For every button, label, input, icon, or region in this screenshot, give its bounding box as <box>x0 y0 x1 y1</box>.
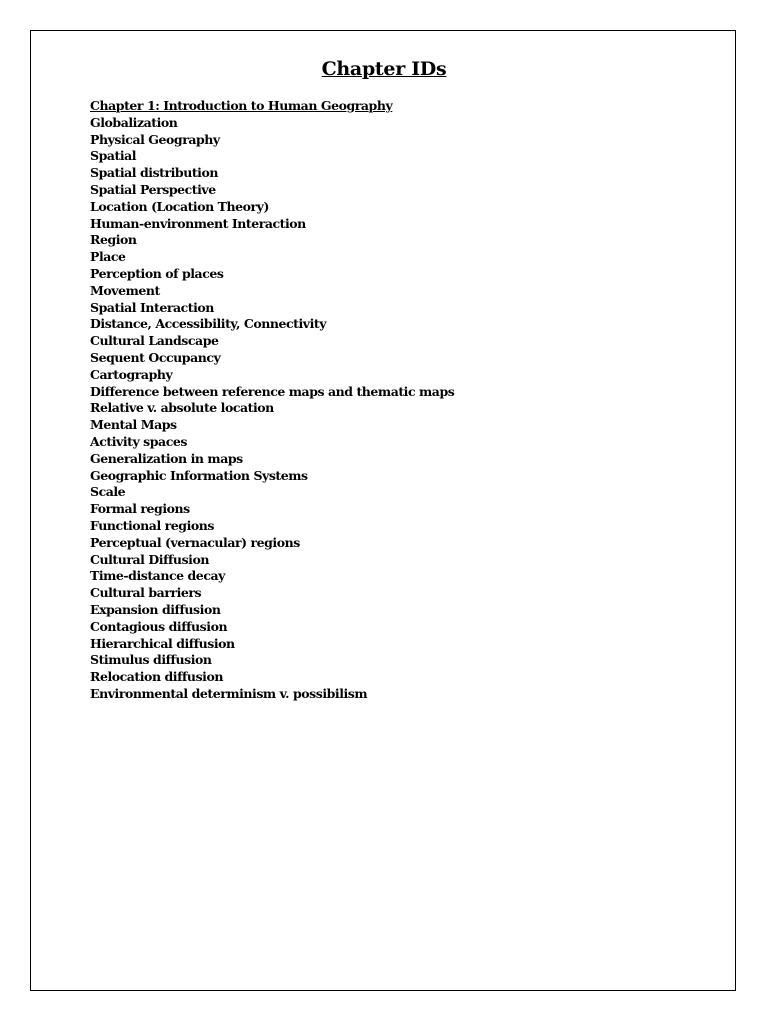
document-body <box>90 98 710 703</box>
term-item: Difference between reference maps and thematic maps <box>90 383 455 399</box>
term-item: Globalization <box>90 114 178 130</box>
term-item: Cartography <box>90 366 173 382</box>
term-item: Spatial Interaction <box>90 299 214 315</box>
term-item: Relocation diffusion <box>90 669 223 685</box>
term-item: Cultural barriers <box>90 585 202 601</box>
term-item: Relative v. absolute location <box>90 400 274 416</box>
term-item: Generalization in maps <box>90 450 243 466</box>
term-item: Location (Location Theory) <box>90 198 269 214</box>
term-item: Sequent Occupancy <box>90 349 221 365</box>
term-item: Hierarchical diffusion <box>90 635 235 651</box>
term-item: Spatial distribution <box>90 165 218 181</box>
term-item: Activity spaces <box>90 433 187 449</box>
term-item: Distance, Accessibility, Connectivity <box>90 316 327 332</box>
term-item: Functional regions <box>90 517 214 533</box>
term-item: Place <box>90 249 126 265</box>
term-item: Mental Maps <box>90 417 177 433</box>
term-item: Perceptual (vernacular) regions <box>90 534 300 550</box>
term-item: Spatial <box>90 148 137 164</box>
term-list <box>90 115 710 703</box>
term-item: Time-distance decay <box>90 568 225 584</box>
term-item: Human-environment Interaction <box>90 215 306 231</box>
term-item: Environmental determinism v. possibilism <box>90 685 368 701</box>
term-item: Physical Geography <box>90 131 220 147</box>
term-item: Cultural Diffusion <box>90 551 209 567</box>
document-title: Chapter IDs <box>321 58 447 80</box>
term-item: Contagious diffusion <box>90 618 228 634</box>
chapter-heading: Chapter 1: Introduction to Human Geography <box>90 98 393 113</box>
term-item: Formal regions <box>90 501 190 517</box>
term-item: Cultural Landscape <box>90 333 219 349</box>
term-item: Geographic Information Systems <box>90 467 308 483</box>
term-item: Scale <box>90 484 126 500</box>
term-item: Expansion diffusion <box>90 601 221 617</box>
term-item: Perception of places <box>90 265 224 281</box>
term-item: Stimulus diffusion <box>90 652 212 668</box>
term-item: Movement <box>90 282 160 298</box>
term-item: Spatial Perspective <box>90 181 216 197</box>
term-item: Region <box>90 232 137 248</box>
